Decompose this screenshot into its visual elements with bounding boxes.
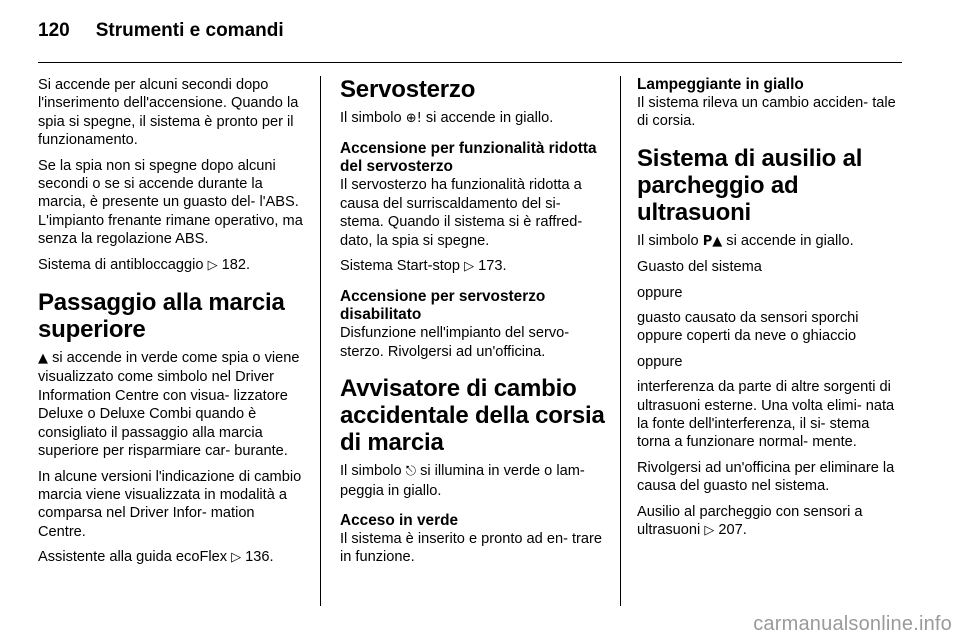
lane-departure-icon: ⎋: [405, 464, 416, 480]
column-2: [340, 76, 606, 574]
paragraph: Il simbolo ⎋ si illumina in verde o lam- peggia in giallo.: [340, 463, 585, 499]
cross-reference[interactable]: Assistente alla guida ecoFlex ▷ 136.: [38, 549, 274, 566]
column-3: [637, 76, 903, 548]
paragraph: ▲ si accende in verde come spia o viene visualizzato come simbolo nel Driver Information Centre con visua- lizzatore Deluxe o Deluxe Combi quando è consigliato il passaggio alla marcia superiore per risparmiare car- burante.: [38, 350, 300, 460]
paragraph: Disfunzione nell'impianto del servo- sterzo. Rivolgersi ad un'officina.: [340, 325, 570, 360]
paragraph: Si accende per alcuni secondi dopo l'inserimento dell'accensione. Quando la spia si spegne, il sistema è pronto per il funzionamento.: [38, 77, 299, 149]
paragraph: Il simbolo ⊕! si accende in giallo.: [340, 110, 554, 126]
upshift-arrow-icon: ▲: [38, 351, 48, 367]
subsection-heading: Accensione per funzionalità ridotta del servosterzo: [340, 140, 597, 176]
parking-sensor-icon: P▲: [702, 233, 723, 249]
paragraph: guasto causato da sensori sporchi oppure coperti da neve o ghiaccio: [637, 310, 859, 345]
reference-arrow-icon: ▷: [704, 523, 715, 539]
section-heading: Avvisatore di cambio accidentale della corsia di marcia: [340, 375, 605, 457]
paragraph: oppure: [637, 353, 683, 370]
subsection-heading: Lampeggiante in giallo: [637, 76, 804, 93]
section-heading: Passaggio alla marcia superiore: [38, 289, 285, 344]
paragraph: Il sistema rileva un cambio acciden- tale di corsia.: [637, 95, 896, 130]
steering-wheel-warning-icon: ⊕!: [405, 111, 422, 126]
reference-arrow-icon: ▷: [464, 259, 475, 275]
paragraph: Guasto del sistema: [637, 259, 762, 276]
watermark: carmanualsonline.info: [753, 613, 952, 635]
subsection-heading: Accensione per servosterzo disabilitato: [340, 288, 546, 324]
column-1: [38, 76, 304, 575]
reference-arrow-icon: ▷: [231, 550, 242, 566]
column-divider: [620, 76, 621, 606]
page-number: 120: [38, 20, 70, 41]
paragraph: Il sistema è inserito e pronto ad en- trare in funzione.: [340, 531, 603, 566]
page-title: Strumenti e comandi: [95, 20, 284, 41]
cross-reference[interactable]: Ausilio al parcheggio con sensori a ultrasuoni ▷ 207.: [637, 503, 863, 539]
paragraph: Il simbolo P▲ si accende in giallo.: [637, 232, 854, 249]
paragraph: Se la spia non si spegne dopo alcuni secondi o se si accende durante la marcia, è presente un guasto del- l'ABS. L'impianto frenante rimane operativo, ma senza la regolazione ABS.: [38, 157, 303, 248]
paragraph: Il servosterzo ha funzionalità ridotta a causa del surriscaldamento del si- stema. Quando il sistema si è raffred- dato, la spia si spegne.: [340, 177, 583, 249]
section-heading: Sistema di ausilio al parcheggio ad ultrasuoni: [637, 144, 863, 226]
column-divider: [320, 76, 321, 606]
cross-reference[interactable]: Sistema di antibloccaggio ▷ 182.: [38, 256, 251, 273]
paragraph: Rivolgersi ad un'officina per eliminare la causa del guasto nel sistema.: [637, 459, 895, 495]
cross-reference[interactable]: Sistema Start-stop ▷ 173.: [340, 258, 507, 275]
page-header: [38, 14, 284, 48]
section-heading: Servosterzo: [340, 76, 476, 103]
paragraph: In alcune versioni l'indicazione di cambio marcia viene visualizzata in modalità a comparsa nel Driver Infor- mation Centre.: [38, 468, 302, 540]
subsection-heading: Acceso in verde: [340, 512, 459, 530]
reference-arrow-icon: ▷: [207, 257, 218, 273]
paragraph: interferenza da parte di altre sorgenti di ultrasuoni esterne. Una volta elimi- nata la fonte dell'interferenza, il si- stema torna a funzionare normal- mente.: [637, 379, 895, 451]
paragraph: oppure: [637, 284, 683, 301]
header-rule: [38, 62, 902, 63]
